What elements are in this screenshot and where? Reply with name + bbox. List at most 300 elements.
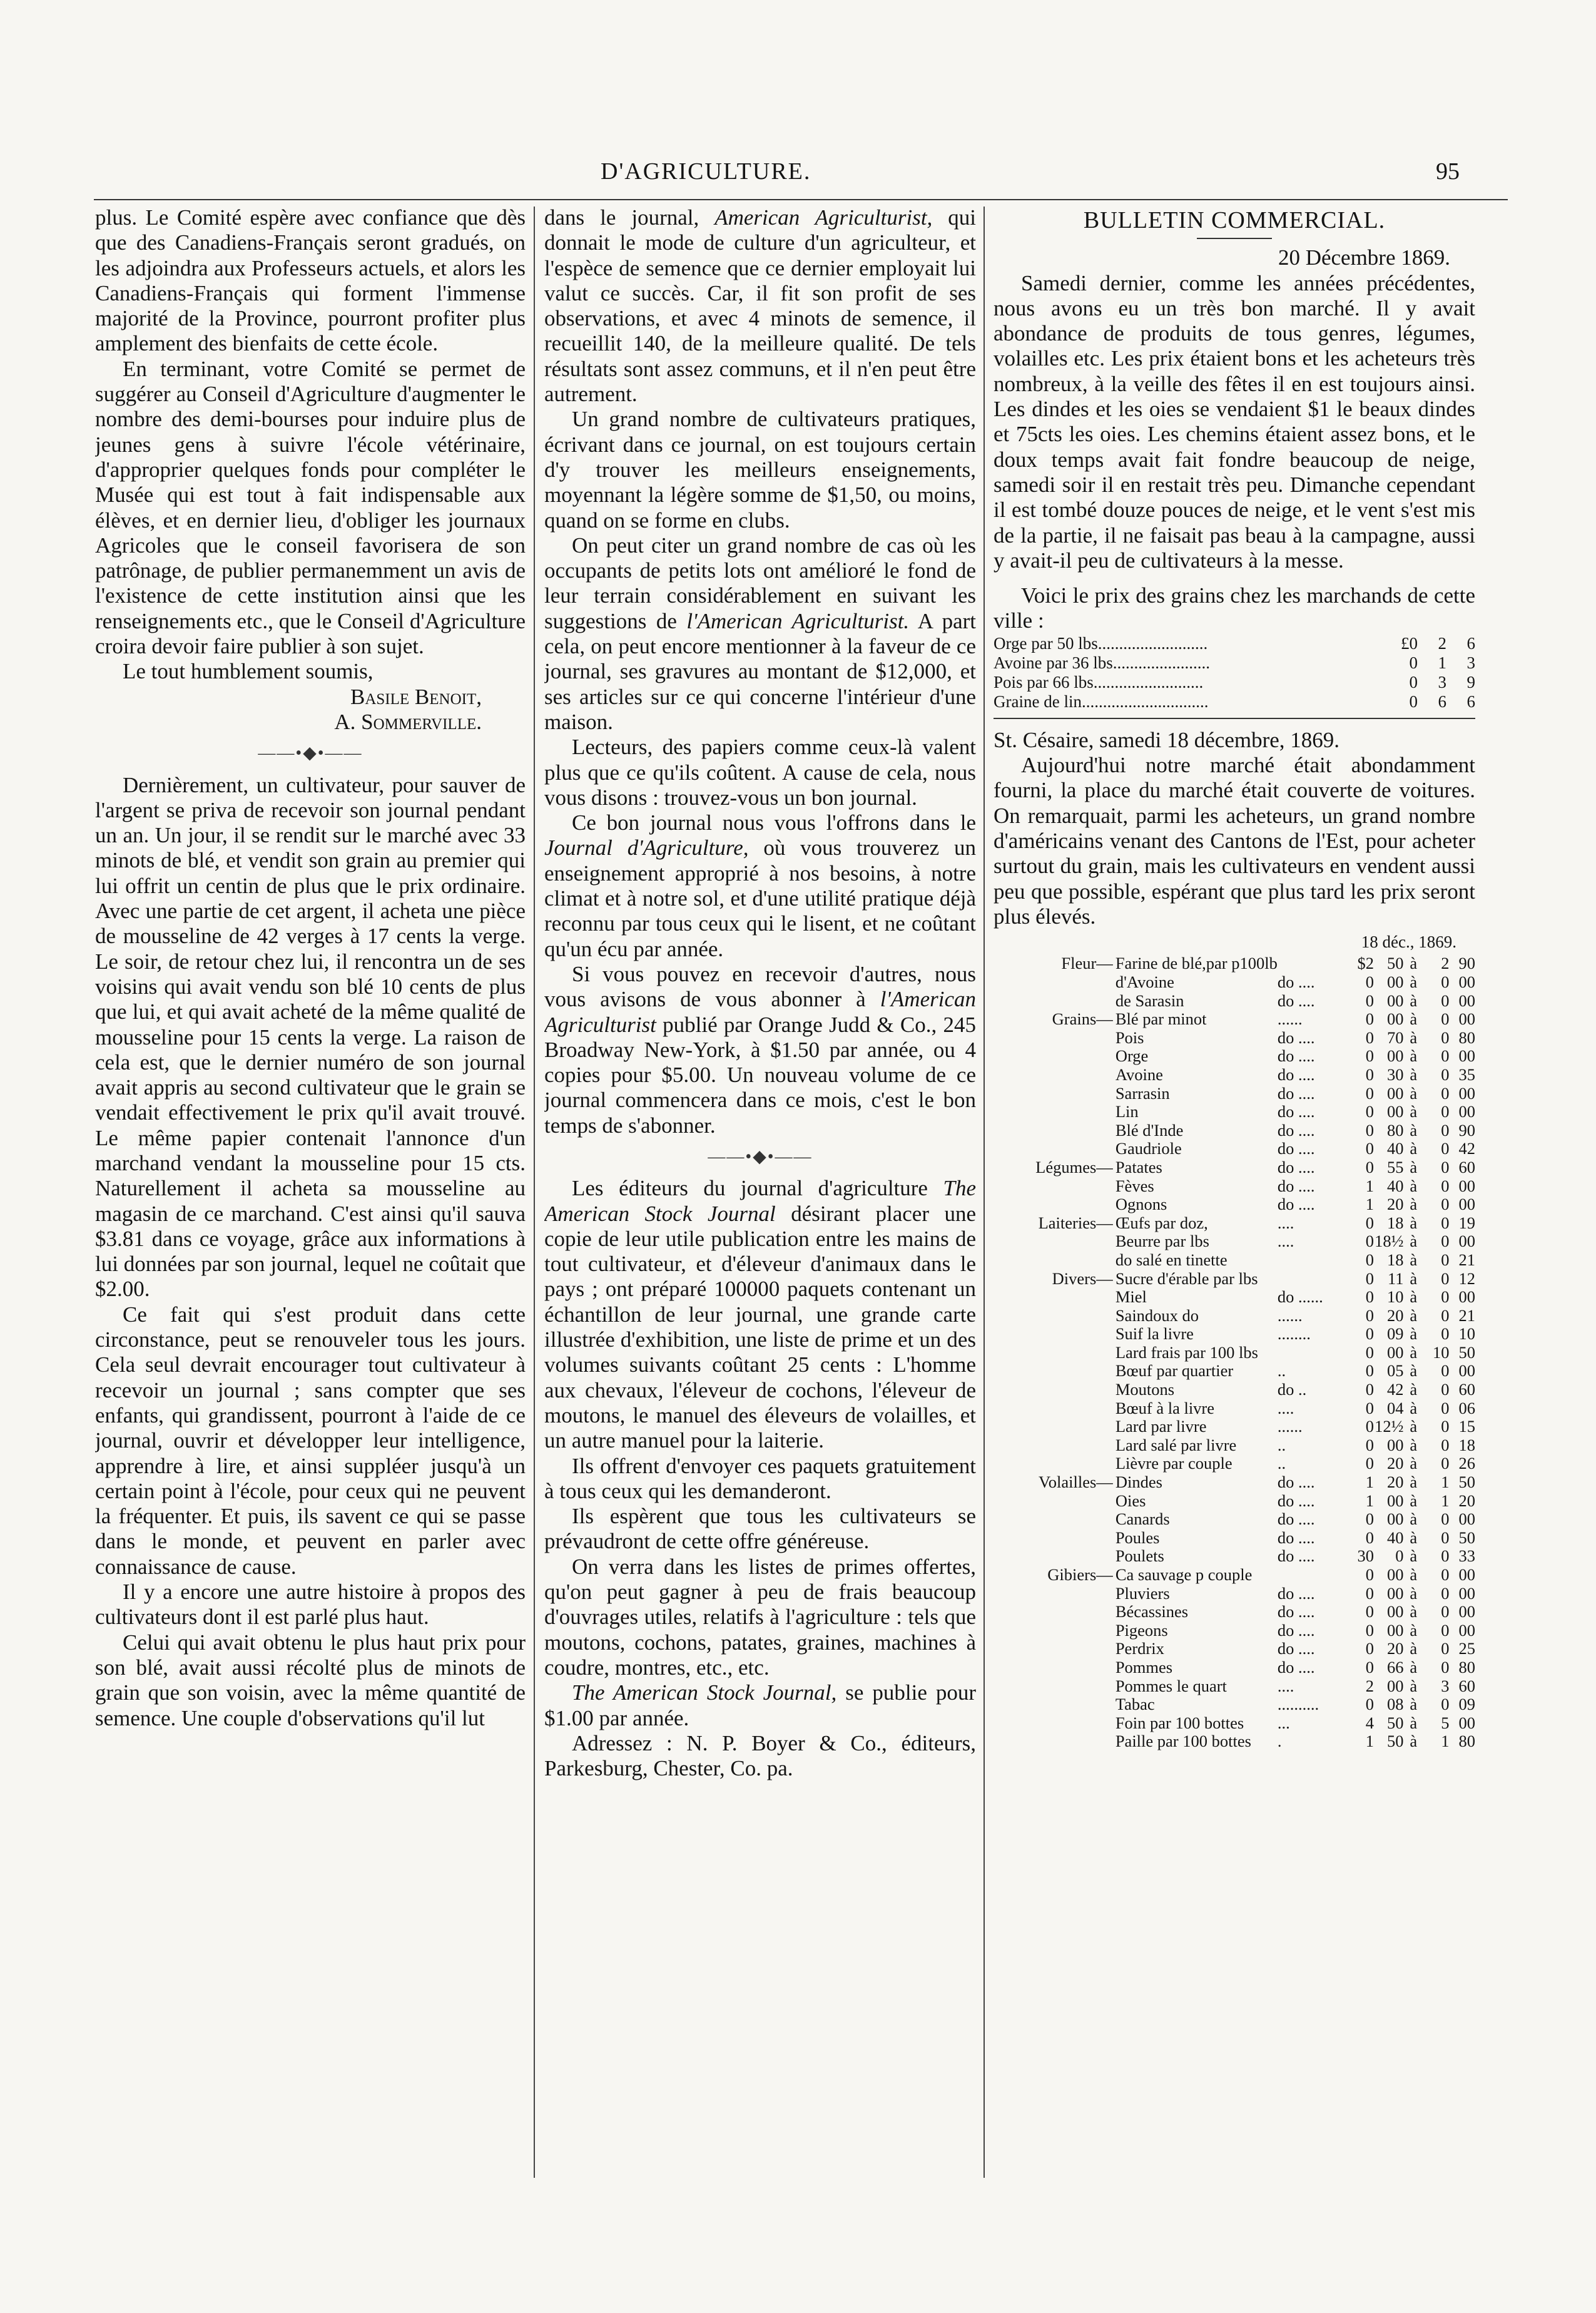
price-shillings: 3 [1438, 672, 1446, 692]
price-separator: à [1410, 991, 1418, 1010]
price-low-cents: 00 [1387, 1565, 1404, 1585]
price-low-cents: 00 [1387, 1009, 1404, 1029]
category-label [994, 1417, 1116, 1436]
ditto-leader: . [1277, 1732, 1282, 1751]
ditto-leader: do .... [1277, 1583, 1315, 1603]
price-high-cents: 35 [1458, 1065, 1475, 1084]
category-label [994, 1121, 1116, 1140]
price-high-cents: 50 [1458, 1473, 1475, 1492]
price-high-cents: 80 [1458, 1657, 1475, 1677]
price-high-cents: 90 [1458, 954, 1475, 973]
table-row [994, 1585, 1475, 1603]
item-name: Avoine [1115, 1065, 1163, 1084]
signature: Basile Benoit, [350, 684, 482, 709]
price-low-cents: 09 [1387, 1324, 1404, 1344]
price-separator: à [1410, 1713, 1418, 1732]
price-low-cents: 40 [1387, 1176, 1404, 1195]
price-low-dollars: 0 [1365, 1250, 1375, 1269]
ditto-leader: do ...... [1277, 1287, 1323, 1307]
price-low-dollars: 0 [1365, 1583, 1375, 1603]
price-low-dollars: 0 [1365, 1380, 1375, 1399]
ditto-leader: do .... [1277, 1046, 1315, 1066]
price-high-dollars: 0 [1441, 1380, 1450, 1399]
column-divider [534, 207, 535, 2178]
table-row [994, 1251, 1475, 1270]
price-high-dollars: 0 [1441, 1695, 1450, 1714]
item-name: Moutons [1115, 1380, 1175, 1399]
paragraph: Il y a encore une autre histoire à propos des cultivateurs dont il est parlé plus haut. [95, 1580, 526, 1630]
price-separator: à [1410, 1287, 1418, 1307]
price-high-dollars: 0 [1441, 1565, 1450, 1585]
price-separator: à [1410, 1102, 1418, 1121]
table-row [994, 1288, 1475, 1307]
price-high-cents: 33 [1458, 1546, 1475, 1566]
price-low-cents: 66 [1387, 1657, 1404, 1677]
price-separator: à [1410, 1695, 1418, 1714]
text-run: où vous trouverez un enseignement approprié à nos besoins, à notre climat et à notre sol, et d'une utilité pratique déjà reconnu par tous ceux qui le lisent, et ne coûtant qu'un écu par année. [544, 835, 976, 961]
price-low-dollars: 0 [1365, 1639, 1375, 1658]
price-low-cents: 55 [1387, 1157, 1404, 1177]
price-separator: à [1410, 1639, 1418, 1658]
price-high-cents: 26 [1458, 1454, 1475, 1473]
category-label [994, 1603, 1116, 1621]
paragraph [544, 205, 976, 407]
price-high-dollars: 0 [1441, 1065, 1450, 1084]
section-ornament: ——•◆•—— [708, 1146, 813, 1167]
price-high-cents: 00 [1458, 1176, 1475, 1195]
price-low-cents: 00 [1387, 1509, 1404, 1529]
market-price-table [994, 954, 1475, 1751]
ditto-leader: .. [1277, 1435, 1286, 1454]
ditto-leader: do .... [1277, 1102, 1315, 1121]
item-name: Ognons [1115, 1195, 1167, 1214]
price-low-cents: 00 [1387, 973, 1404, 992]
table-row [994, 1066, 1475, 1085]
category-label [994, 1325, 1116, 1344]
item-name: Poules [1115, 1528, 1160, 1547]
price-low-cents: 0 [1395, 1546, 1404, 1566]
price-low-cents: 08 [1387, 1695, 1404, 1714]
item-name: Bécassines [1115, 1602, 1189, 1621]
item-name: Patates [1115, 1157, 1162, 1177]
category-label: Légumes— [1035, 1157, 1113, 1177]
price-high-cents: 00 [1458, 1565, 1475, 1585]
category-label: Fleur— [1061, 954, 1113, 973]
table-row [994, 973, 1475, 992]
price-low-dollars: 0 [1365, 1342, 1375, 1362]
item-name: Tabac [1115, 1695, 1155, 1714]
ditto-leader: do .... [1277, 1491, 1315, 1510]
price-low-dollars: 0 [1365, 1028, 1375, 1047]
price-low-cents: 20 [1387, 1473, 1404, 1492]
item-name: de Sarasin [1115, 991, 1184, 1010]
table-row [994, 1085, 1475, 1103]
price-high-dollars: 0 [1441, 1528, 1450, 1547]
table-row [994, 692, 1475, 712]
category-label [994, 1307, 1116, 1325]
price-high-dollars: 0 [1441, 1195, 1450, 1214]
ditto-leader: do .... [1277, 1602, 1315, 1621]
price-separator: à [1410, 1157, 1418, 1177]
price-low-dollars: 0 [1365, 1009, 1375, 1029]
price-high-dollars: 0 [1441, 1417, 1450, 1436]
price-high-cents: 00 [1458, 1602, 1475, 1621]
price-low-cents: 20 [1387, 1454, 1404, 1473]
price-high-dollars: 0 [1441, 1120, 1450, 1140]
category-label [994, 1066, 1116, 1085]
text-run: qui donnait le mode de culture d'un agriculteur, et l'espèce de semence que ce dernier employait lui valut ce succès. Car, il fit son profit de ses observations, et avec 4 minots de semence, il recueillit 140, de la meilleure qualité. De tels résultats sont assez communs, et il n'en peut être autrement. [544, 205, 976, 407]
item-name: Lièvre par couple [1115, 1454, 1233, 1473]
ditto-leader: do .... [1277, 1120, 1315, 1140]
price-separator: à [1410, 1417, 1418, 1436]
price-high-dollars: 0 [1441, 1435, 1450, 1454]
journal-title: American Agriculturist, [714, 205, 933, 230]
item-name: Gaudriole [1115, 1139, 1182, 1158]
table-row [994, 1270, 1475, 1289]
price-pence: 6 [1466, 633, 1475, 653]
table-row [994, 1399, 1475, 1418]
price-high-cents: 18 [1458, 1435, 1475, 1454]
price-high-cents: 60 [1458, 1676, 1475, 1695]
price-pounds: 0 [1409, 672, 1418, 692]
price-separator: à [1410, 1324, 1418, 1344]
price-low-cents: 50 [1387, 1713, 1404, 1732]
grain-item: Pois par 66 lbs.......................... [994, 672, 1204, 692]
price-high-cents: 15 [1458, 1417, 1475, 1436]
price-high-cents: 00 [1458, 1102, 1475, 1121]
price-high-dollars: 0 [1441, 1009, 1450, 1029]
price-high-cents: 42 [1458, 1139, 1475, 1158]
table-row [994, 1492, 1475, 1511]
price-high-cents: 00 [1458, 1083, 1475, 1103]
table-row [994, 1547, 1475, 1566]
price-low-cents: 04 [1387, 1398, 1404, 1417]
price-separator: à [1410, 1342, 1418, 1362]
price-high-dollars: 0 [1441, 1657, 1450, 1677]
price-high-dollars: 1 [1441, 1491, 1450, 1510]
price-high-dollars: 3 [1441, 1676, 1450, 1695]
ditto-leader: do .... [1277, 1509, 1315, 1529]
category-label [994, 1288, 1116, 1307]
price-pounds: 0 [1409, 692, 1418, 711]
category-label [994, 1399, 1116, 1418]
price-high-dollars: 0 [1441, 991, 1450, 1010]
journal-title: l'American Agriculturist [544, 987, 976, 1037]
price-high-cents: 80 [1458, 1732, 1475, 1751]
price-separator: à [1410, 1602, 1418, 1621]
price-high-dollars: 0 [1441, 1546, 1450, 1566]
paragraph [544, 810, 976, 962]
price-low-dollars: 0 [1365, 1398, 1375, 1417]
column-2 [544, 205, 976, 2170]
table-row [994, 1029, 1475, 1048]
category-label [994, 973, 1116, 992]
price-separator: à [1410, 954, 1418, 973]
paragraph: plus. Le Comité espère avec confiance que dès que des Canadiens-Français seront gradués, on les adjoindra aux Professeurs actuels, et alors les Canadiens-Français qui forment l'immense majorité de la Province, pourront profiter plus amplement des bienfaits de cette école. [95, 205, 526, 356]
price-high-cents: 00 [1458, 1583, 1475, 1603]
price-low-cents: 18 [1387, 1213, 1404, 1232]
item-name: Bœuf par quartier [1115, 1361, 1234, 1381]
price-separator: à [1410, 1583, 1418, 1603]
section-rule [994, 718, 1475, 719]
price-low-dollars: $2 [1357, 954, 1375, 973]
price-low-cents: 12½ [1375, 1417, 1404, 1436]
price-high-dollars: 0 [1441, 1250, 1450, 1269]
signature: A. Sommerville. [334, 709, 482, 734]
price-low-cents: 20 [1387, 1305, 1404, 1325]
price-separator: à [1410, 1528, 1418, 1547]
item-name: Paille par 100 bottes [1115, 1732, 1251, 1751]
price-high-dollars: 0 [1441, 1269, 1450, 1288]
text-run: désirant placer une copie de leur utile publication entre les mains de tout cultivateur, et d'éleveur d'animaux dans le pays ; ont préparé 100000 paquets contenant un échantillon de leur journal, une grande carte illustrée d'exhibition, une liste de prime et un des volumes suivants coûtant 25 cents : L'homme aux chevaux, l'éleveur de cochons, l'éleveur de moutons, le manuel des éleveurs de volailles, et un autre manuel pour la laiterie. [544, 1201, 976, 1453]
price-high-cents: 21 [1458, 1250, 1475, 1269]
category-label [994, 1362, 1116, 1381]
price-high-cents: 00 [1458, 1287, 1475, 1307]
paragraph: On verra dans les listes de primes offertes, qu'on peut gagner à peu de frais beaucoup d'ouvrages utiles, relatifs à l'agriculture : tels que moutons, cochons, patates, graines, machines à coudre, montres, etc., etc. [544, 1554, 976, 1680]
table-row [994, 1677, 1475, 1696]
ditto-leader: do .... [1277, 1065, 1315, 1084]
item-name: do salé en tinette [1115, 1250, 1227, 1269]
ditto-leader: do .... [1277, 1528, 1315, 1547]
price-low-dollars: 0 [1365, 1528, 1375, 1547]
bulletin-date: 20 Décembre 1869. [1278, 245, 1450, 270]
ditto-leader: ...... [1277, 1305, 1303, 1325]
price-high-dollars: 0 [1441, 1102, 1450, 1121]
price-low-dollars: 0 [1365, 1120, 1375, 1140]
item-name: Blé par minot [1115, 1009, 1207, 1029]
category-label [994, 1454, 1116, 1473]
price-separator: à [1410, 1305, 1418, 1325]
grain-item: Avoine par 36 lbs....................... [994, 653, 1210, 672]
text-run: A part cela, on peut encore mentionner à la faveur de ce journal, ses gravures au montant de $12,000, et ses articles sur ce qui concerne l'intérieur d'une maison. [544, 608, 976, 734]
table-row [994, 1381, 1475, 1399]
ditto-leader: do .... [1277, 1139, 1315, 1158]
price-low-cents: 00 [1387, 1102, 1404, 1121]
price-high-dollars: 0 [1441, 1046, 1450, 1066]
journal-title: The American Stock Journal [544, 1176, 976, 1226]
table-row [994, 1121, 1475, 1140]
price-separator: à [1410, 1732, 1418, 1751]
price-low-dollars: 0 [1365, 1361, 1375, 1381]
price-low-cents: 10 [1387, 1287, 1404, 1307]
price-low-cents: 00 [1387, 1583, 1404, 1603]
table-row [994, 673, 1475, 692]
price-low-dollars: 0 [1365, 1065, 1375, 1084]
ditto-leader [1278, 954, 1348, 973]
price-separator: à [1410, 973, 1418, 992]
paragraph [544, 1176, 976, 1453]
price-separator: à [1410, 1398, 1418, 1417]
section-ornament: ——•◆•—— [258, 743, 363, 763]
price-low-dollars: 0 [1365, 1565, 1375, 1585]
column-3 [994, 205, 1475, 2170]
price-separator: à [1410, 1657, 1418, 1677]
item-name: Pommes le quart [1115, 1676, 1227, 1695]
table-row [994, 1603, 1475, 1621]
ditto-leader: do .... [1277, 1176, 1315, 1195]
price-low-cents: 20 [1387, 1639, 1404, 1658]
ditto-leader: .......... [1277, 1695, 1319, 1714]
item-name: Pigeons [1115, 1620, 1168, 1640]
price-low-dollars: 0 [1365, 1269, 1375, 1288]
price-high-cents: 00 [1458, 1509, 1475, 1529]
page-number: 95 [1436, 158, 1460, 185]
price-high-cents: 25 [1458, 1639, 1475, 1658]
paragraph: Lecteurs, des papiers comme ceux-là valent plus que ce qu'ils coûtent. A cause de cela, nous vous disons : trouvez-vous un bon journal. [544, 735, 976, 810]
ditto-leader [1278, 1270, 1348, 1289]
price-separator: à [1410, 1546, 1418, 1566]
table-row [994, 1695, 1475, 1714]
price-high-dollars: 10 [1432, 1342, 1450, 1362]
price-low-cents: 18½ [1375, 1232, 1404, 1251]
ditto-leader: ........ [1277, 1324, 1311, 1344]
price-high-cents: 19 [1458, 1213, 1475, 1232]
table-row [994, 992, 1475, 1011]
paragraph: Ce fait qui s'est produit dans cette circonstance, peut se renouveler tous les jours. Cela seul devrait encourager tout cultivateur à recevoir un journal ; sans compter que ses enfants, qui grandissent, pourront à l'aide de ce journal, ouvrir et développer leur intelligence, apprendre à lire, et ainsi suppléer jusqu'à un certain point à l'école, pour ceux qui ne peuvent la fréquenter. Et puis, ils savent ce qui se passe dans le monde, et peuvent en parler avec connaissance de cause. [95, 1302, 526, 1579]
price-separator: à [1410, 1195, 1418, 1214]
category-label [994, 1085, 1116, 1103]
price-low-cents: 00 [1387, 1602, 1404, 1621]
price-low-cents: 00 [1387, 1676, 1404, 1695]
table-row [994, 1640, 1475, 1658]
ditto-leader: ... [1277, 1713, 1290, 1732]
running-title: D'AGRICULTURE. [601, 158, 811, 185]
category-label: Grains— [1052, 1009, 1113, 1029]
category-label [994, 1232, 1116, 1251]
item-name: Foin par 100 bottes [1115, 1713, 1244, 1732]
ditto-leader: ...... [1277, 1009, 1303, 1029]
category-label [994, 1251, 1116, 1270]
price-low-dollars: 0 [1365, 1157, 1375, 1177]
paragraph: Ils offrent d'envoyer ces paquets gratuitement à tous ceux qui les demanderont. [544, 1453, 976, 1503]
text-run: dans le journal, [544, 205, 699, 230]
ditto-leader: do .... [1277, 1657, 1315, 1677]
price-low-dollars: 0 [1365, 973, 1375, 992]
category-label [994, 1344, 1116, 1362]
table-row [994, 1417, 1475, 1436]
table-row [994, 1454, 1475, 1473]
price-high-dollars: 0 [1441, 1361, 1450, 1381]
price-high-dollars: 0 [1441, 1509, 1450, 1529]
category-label [994, 1436, 1116, 1455]
price-low-cents: 18 [1387, 1250, 1404, 1269]
paragraph [544, 962, 976, 1138]
price-high-cents: 20 [1458, 1491, 1475, 1510]
item-name: Miel [1115, 1287, 1147, 1307]
price-low-cents: 70 [1387, 1028, 1404, 1047]
price-separator: à [1410, 1232, 1418, 1251]
price-low-dollars: 1 [1365, 1473, 1375, 1492]
table-row [994, 1529, 1475, 1548]
paragraph: Celui qui avait obtenu le plus haut prix pour son blé, avait aussi récolté plus de minots de grain que son voisin, avec la même quantité de semence. Une couple d'observations qu'il lut [95, 1630, 526, 1730]
price-low-cents: 30 [1387, 1065, 1404, 1084]
ditto-leader: do .... [1277, 1620, 1315, 1640]
category-label: Divers— [1052, 1269, 1113, 1288]
price-low-dollars: 0 [1365, 1620, 1375, 1640]
table-row [994, 1325, 1475, 1344]
price-high-cents: 21 [1458, 1305, 1475, 1325]
price-high-cents: 10 [1458, 1324, 1475, 1344]
paragraph: Ils espèrent que tous les cultivateurs se prévaudront de cette offre généreuse. [544, 1504, 976, 1554]
price-high-cents: 00 [1458, 1046, 1475, 1066]
price-pence: 3 [1466, 653, 1475, 672]
category-label [994, 1103, 1116, 1121]
text-run: On peut citer un grand nombre de cas où les occupants de petits lots ont amélioré le fond de leur terrain considérablement en suivant les suggestions de [544, 533, 976, 633]
price-high-cents: 80 [1458, 1028, 1475, 1047]
category-label [994, 1732, 1116, 1751]
price-low-dollars: 0 [1365, 1602, 1375, 1621]
price-separator: à [1410, 1028, 1418, 1047]
table-row [994, 1714, 1475, 1733]
price-pounds: £0 [1401, 633, 1418, 653]
price-high-cents: 00 [1458, 1361, 1475, 1381]
price-high-dollars: 0 [1441, 1398, 1450, 1417]
price-high-cents: 60 [1458, 1157, 1475, 1177]
paragraph: Un grand nombre de cultivateurs pratiques, écrivant dans ce journal, on est toujours certain d'y trouver les meilleurs enseignements, moyennant la légère somme de $1,50, ou moins, quand on se forme en clubs. [544, 407, 976, 533]
table-row [994, 1177, 1475, 1196]
price-low-dollars: 0 [1365, 1454, 1375, 1473]
paragraph: En terminant, votre Comité se permet de suggérer au Conseil d'Agriculture d'augmenter le nombre des demi-bourses pour induire plus de jeunes gens à suivre l'école vétérinaire, d'approprier quelques fonds pour compléter le Musée qui est tout à fait indispensable aux élèves, et en dernier lieu, d'obliger les journaux Agricoles que le conseil favorisera de son patrônage, de publier permanemment un avis de l'existence de cette institution ainsi que les renseignements etc., que le Conseil d'Agriculture croira devoir faire publier à son sujet. [95, 356, 526, 659]
price-low-cents: 00 [1387, 1342, 1404, 1362]
category-label [994, 1029, 1116, 1048]
table-row [994, 1047, 1475, 1066]
item-name: Orge [1115, 1046, 1149, 1066]
price-separator: à [1410, 1676, 1418, 1695]
item-name: Sucre d'érable par lbs [1115, 1269, 1258, 1288]
price-high-dollars: 0 [1441, 973, 1450, 992]
price-separator: à [1410, 1176, 1418, 1195]
price-high-dollars: 2 [1441, 954, 1450, 973]
price-low-dollars: 0 [1365, 1046, 1375, 1066]
price-pounds: 0 [1409, 653, 1418, 672]
ditto-leader: .. [1277, 1361, 1286, 1381]
price-low-dollars: 0 [1365, 991, 1375, 1010]
price-low-cents: 80 [1387, 1120, 1404, 1140]
price-high-dollars: 0 [1441, 1083, 1450, 1103]
ditto-leader: .. [1277, 1454, 1286, 1473]
ditto-leader: .... [1277, 1398, 1294, 1417]
price-high-dollars: 0 [1441, 1639, 1450, 1658]
category-label [994, 1658, 1116, 1677]
price-separator: à [1410, 1065, 1418, 1084]
price-high-cents: 00 [1458, 1620, 1475, 1640]
price-low-dollars: 0 [1365, 1324, 1375, 1344]
item-name: Lard frais par 100 lbs [1115, 1342, 1258, 1362]
price-low-dollars: 30 [1357, 1546, 1375, 1566]
ditto-leader: do .... [1277, 1546, 1315, 1566]
price-low-dollars: 0 [1365, 1695, 1375, 1714]
paragraph: Aujourd'hui notre marché était abondamment fourni, la place du marché était couverte de voitures. On remarquait, parmi les acheteurs, un grand nombre d'américains venant des Cantons de l'Est, pour acheter surtout du grain, mais les cultivateurs en vendent aussi peu que possible, espérant que plus tard les prix seront plus élevés. [994, 753, 1475, 929]
category-label [994, 1047, 1116, 1066]
item-name: Perdrix [1115, 1639, 1164, 1658]
price-separator: à [1410, 1213, 1418, 1232]
price-low-cents: 40 [1387, 1528, 1404, 1547]
table-row [994, 1436, 1475, 1455]
price-high-dollars: 0 [1441, 1213, 1450, 1232]
price-separator: à [1410, 1009, 1418, 1029]
item-name: Canards [1115, 1509, 1170, 1529]
price-shillings: 1 [1438, 653, 1446, 672]
category-label [994, 1492, 1116, 1511]
price-high-cents: 12 [1458, 1269, 1475, 1288]
column-divider [984, 207, 985, 2178]
price-high-cents: 00 [1458, 991, 1475, 1010]
price-high-dollars: 1 [1441, 1732, 1450, 1751]
price-high-dollars: 0 [1441, 1287, 1450, 1307]
table-row [994, 954, 1475, 973]
section-heading: BULLETIN COMMERCIAL. [1083, 207, 1386, 233]
journal-title: l'American Agriculturist. [686, 608, 910, 633]
